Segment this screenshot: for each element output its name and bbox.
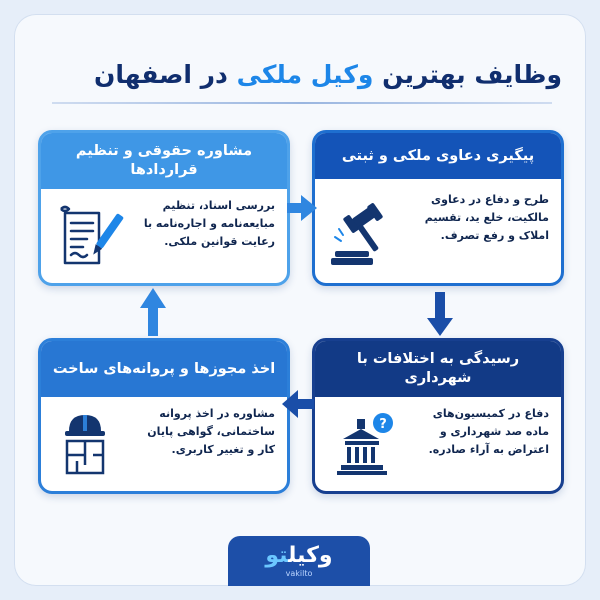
card-description: مشاوره در اخذ پروانه ساختمانی، گواهی پایان کار و تغییر کاربری.: [147, 407, 275, 456]
gavel-icon: [329, 201, 399, 271]
svg-text:?: ?: [379, 417, 387, 432]
contract-pen-icon: [55, 201, 125, 271]
card-title: رسیدگی به اختلافات با شهرداری: [315, 341, 561, 397]
logo-word: [265, 544, 332, 568]
card-legal-consulting-contracts: [38, 130, 290, 286]
arrow-right-icon: [287, 195, 317, 221]
arrow-left-icon: [282, 390, 314, 418]
brand-logo: [228, 536, 370, 586]
arrow-down-icon: [427, 292, 453, 336]
logo-latin: vakilto: [285, 569, 313, 578]
page-title: [42, 58, 562, 92]
arrow-up-icon: [140, 288, 166, 336]
municipality-building-icon: [329, 409, 399, 479]
card-property-litigation: [312, 130, 564, 286]
logo-word-main: وکیل: [288, 543, 333, 568]
hardhat-blueprint-icon: [55, 409, 125, 479]
title-part-3: در اصفهان: [93, 60, 228, 89]
title-part-1: وظایف بهترین: [382, 60, 562, 89]
card-title: پیگیری دعاوی ملکی و ثبتی: [315, 133, 561, 179]
card-municipality-disputes: [312, 338, 564, 494]
title-part-2: وکیل ملکی: [236, 60, 374, 89]
title-divider: [52, 102, 552, 104]
logo-word-accent: تو: [265, 543, 289, 568]
infographic-frame: [14, 14, 586, 586]
card-description: طرح و دفاع در دعاوی مالکیت، خلع ید، تقسیم املاک و رفع تصرف.: [424, 193, 549, 242]
card-construction-permits: [38, 338, 290, 494]
card-title: اخذ مجوزها و پروانه‌های ساخت: [41, 341, 287, 397]
card-description: دفاع در کمیسیون‌های ماده صد شهرداری و اعتراض به آراء صادره.: [428, 407, 549, 456]
card-description: بررسی اسناد، تنظیم مبایعه‌نامه و اجاره‌نامه با رعایت قوانین ملکی.: [143, 199, 275, 248]
card-title: مشاوره حقوقی و تنظیم قراردادها: [41, 133, 287, 189]
